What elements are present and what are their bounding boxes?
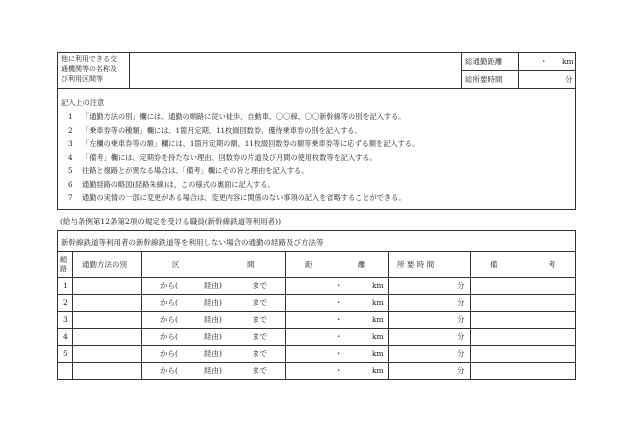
table-rule: [57, 311, 576, 312]
header-time: 所 要 時 間: [397, 260, 435, 269]
row-min-unit: 分: [457, 332, 465, 341]
row-min-unit: 分: [457, 281, 465, 290]
table-rule: [57, 379, 576, 380]
row-km-unit: km: [372, 332, 384, 341]
row-from-label: から(: [160, 281, 178, 290]
header-method: 通勤方法の別: [82, 260, 127, 269]
table-rule: [72, 251, 73, 380]
row-dot: ・: [335, 298, 343, 307]
header-order-1: 順: [60, 256, 67, 264]
header-distance-b: 離: [358, 260, 366, 269]
header-order-2: 路: [60, 265, 67, 273]
row-dot: ・: [335, 349, 343, 358]
row-via-label: 経由): [204, 366, 222, 375]
note-text: 往路と復路とが異なる場合は、「備考」欄にその旨と理由を記入する。: [82, 166, 309, 175]
note-text: 「乗車券等の種類」欄には、1箇月定期、11枚綴回数券、優待乗車券の別を記入する。: [82, 125, 362, 135]
row-km-unit: km: [372, 281, 384, 290]
total-time-unit: 分: [565, 75, 573, 84]
section-title: (給与条例第12条第2項の規定を受ける職員(新幹線鉄道等利用者)): [60, 217, 282, 226]
table-rule: [470, 251, 471, 380]
total-distance-dot: ・: [540, 57, 548, 66]
note-text: 通勤の実情の一部に変更がある場合は、変更内容に関係のない事項の記入を省略することができる。: [82, 193, 406, 202]
row-dot: ・: [335, 332, 343, 341]
notes-heading: 記入上の注意: [61, 98, 105, 107]
row-number: 3: [63, 315, 68, 324]
row-from-label: から(: [160, 349, 178, 358]
table-rule: [285, 251, 286, 380]
note-text: 「左欄の乗車券等の額」欄には、1箇月定期の額、11枚綴回数券の額等乗車券等に応ずる額を記入する。: [82, 139, 420, 148]
header-distance-a: 距: [305, 260, 313, 269]
total-distance-label: 総通勤距離: [465, 57, 503, 66]
row-from-label: から(: [160, 332, 178, 341]
table-rule: [57, 251, 576, 252]
row-number: 1: [63, 281, 68, 290]
header-section-b: 間: [247, 260, 255, 269]
row-via-label: 経由): [204, 298, 222, 307]
note-number: 3: [68, 139, 73, 148]
row-via-label: 経由): [204, 332, 222, 341]
table-rule: [57, 328, 576, 329]
note-number: 5: [68, 166, 73, 175]
row-dot: ・: [335, 315, 343, 324]
row-via-label: 経由): [204, 349, 222, 358]
total-distance-unit: km: [562, 57, 574, 66]
row-to-label: まで: [252, 315, 267, 324]
row-via-label: 経由): [204, 281, 222, 290]
table-rule: [57, 230, 58, 380]
header-remarks-a: 備: [490, 260, 498, 269]
note-text: 「備考」欄には、定期券を持たない理由、回数券の片道及び月間の使用枚数等を記入する。: [82, 152, 377, 162]
note-text: 「通勤方法の別」欄には、通勤の順路に従い徒歩、自動車、〇〇線、〇〇新幹線等の別を記入する。: [82, 112, 406, 121]
table-rule: [388, 251, 389, 380]
table-rule: [141, 251, 142, 380]
row-number: 5: [63, 349, 68, 358]
row-dot: ・: [335, 366, 343, 375]
row-dot: ・: [335, 281, 343, 290]
other-transport-label-2: 通機関等の名称及: [61, 65, 117, 73]
note-number: 1: [68, 112, 73, 121]
row-min-unit: 分: [457, 349, 465, 358]
note-number: 2: [68, 125, 73, 135]
row-to-label: まで: [252, 332, 267, 341]
bottom-table-title: 新幹線鉄道等利用者の新幹線鉄道等を利用しない場合の通勤の経路及び方法等: [61, 238, 324, 247]
table-rule: [57, 345, 576, 346]
row-to-label: まで: [252, 298, 267, 307]
row-number: 2: [63, 298, 68, 307]
row-km-unit: km: [372, 366, 384, 375]
note-number: 4: [68, 152, 73, 162]
header-section-a: 区: [172, 260, 180, 269]
row-min-unit: 分: [457, 366, 465, 375]
row-min-unit: 分: [457, 298, 465, 307]
note-number: 7: [68, 193, 73, 202]
row-number: 4: [63, 332, 68, 341]
row-to-label: まで: [252, 281, 267, 290]
table-rule: [57, 362, 576, 363]
note-number: 6: [68, 179, 73, 189]
row-to-label: まで: [252, 349, 267, 358]
row-to-label: まで: [252, 366, 267, 375]
row-via-label: 経由): [204, 315, 222, 324]
total-time-label: 総所要時間: [465, 75, 503, 84]
table-rule: [57, 230, 576, 231]
header-remarks-b: 考: [548, 260, 556, 269]
table-rule: [57, 294, 576, 295]
row-from-label: から(: [160, 366, 178, 375]
other-transport-label-3: び利用区間等: [61, 75, 103, 83]
row-from-label: から(: [160, 298, 178, 307]
note-text: 通勤経路の略図(経路朱線)は、この様式の裏面に記入する。: [82, 179, 275, 189]
row-km-unit: km: [372, 298, 384, 307]
table-rule: [57, 277, 576, 278]
row-from-label: から(: [160, 315, 178, 324]
other-transport-label-1: 他に利用できる交: [61, 55, 117, 63]
row-km-unit: km: [372, 349, 384, 358]
row-km-unit: km: [372, 315, 384, 324]
row-min-unit: 分: [457, 315, 465, 324]
table-rule: [575, 230, 576, 380]
